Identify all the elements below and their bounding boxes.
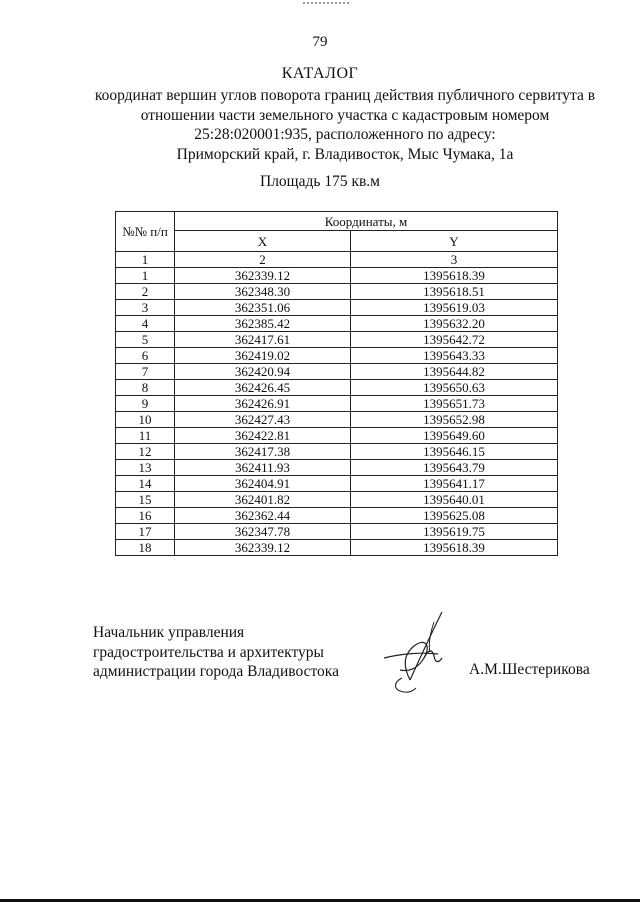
x-coordinate-cell: 362426.45	[175, 380, 351, 396]
y-coordinate-cell: 1395618.39	[351, 268, 558, 284]
signer-position	[93, 623, 373, 682]
x-coordinate-cell: 362417.61	[175, 332, 351, 348]
table-row	[116, 444, 558, 460]
x-coordinate-cell: 362348.30	[175, 284, 351, 300]
point-number-cell: 10	[116, 412, 175, 428]
handwritten-signature	[380, 608, 460, 698]
subtitle-line: отношении части земельного участка с кадастровым номером	[140, 106, 550, 124]
point-number-cell: 11	[116, 428, 175, 444]
y-coordinate-cell: 1395643.33	[351, 348, 558, 364]
x-coordinate-cell: 362427.43	[175, 412, 351, 428]
point-number-cell: 15	[116, 492, 175, 508]
point-number-cell: 18	[116, 540, 175, 556]
document-subtitle	[90, 86, 600, 164]
y-coordinate-cell: 1395641.17	[351, 476, 558, 492]
coordinates-table	[115, 211, 558, 556]
subtitle-line: координат вершин углов поворота границ действия публичного сервитута в	[94, 87, 596, 104]
y-coordinate-cell: 1395652.98	[351, 412, 558, 428]
point-number-cell: 4	[116, 316, 175, 332]
table-row	[116, 380, 558, 396]
table-row	[116, 460, 558, 476]
table-row	[116, 540, 558, 556]
point-number-cell: 12	[116, 444, 175, 460]
point-number-cell: 7	[116, 364, 175, 380]
table-row	[116, 316, 558, 332]
point-number-cell: 6	[116, 348, 175, 364]
table-row	[116, 348, 558, 364]
y-coordinate-cell: 1395619.03	[351, 300, 558, 316]
table-row	[116, 524, 558, 540]
x-coordinate-cell: 362339.12	[175, 268, 351, 284]
y-coordinate-cell: 1395640.01	[351, 492, 558, 508]
point-number-cell: 9	[116, 396, 175, 412]
bottom-edge-line	[0, 899, 640, 902]
area-label: Площадь 175 кв.м	[260, 173, 380, 190]
x-coordinate-cell: 362422.81	[175, 428, 351, 444]
y-coordinate-cell: 1395643.79	[351, 460, 558, 476]
x-coordinate-cell: 362420.94	[175, 364, 351, 380]
index-cell: 3	[351, 252, 558, 268]
table-row	[116, 300, 558, 316]
y-coordinate-cell: 1395619.75	[351, 524, 558, 540]
y-coordinate-cell: 1395649.60	[351, 428, 558, 444]
coordinates-table-body	[116, 268, 558, 556]
table-row	[116, 268, 558, 284]
y-coordinate-cell: 1395618.39	[351, 540, 558, 556]
x-coordinate-cell: 362362.44	[175, 508, 351, 524]
signer-line: администрации города Владивостока	[93, 663, 339, 680]
subtitle-line: Приморский край, г. Владивосток, Мыс Чумака, 1а	[176, 145, 514, 163]
x-coordinate-cell: 362426.91	[175, 396, 351, 412]
table-row	[116, 396, 558, 412]
top-edge-mark	[303, 2, 349, 4]
table-row	[116, 492, 558, 508]
y-coordinate-cell: 1395642.72	[351, 332, 558, 348]
table-row	[116, 364, 558, 380]
header-number-column: №№ п/п	[116, 212, 175, 252]
signer-name: А.М.Шестерикова	[469, 661, 590, 678]
point-number-cell: 16	[116, 508, 175, 524]
index-cell: 2	[175, 252, 351, 268]
page-number: 79	[312, 34, 328, 50]
y-coordinate-cell: 1395650.63	[351, 380, 558, 396]
point-number-cell: 14	[116, 476, 175, 492]
signer-line: градостроительства и архитектуры	[93, 643, 324, 661]
y-coordinate-cell: 1395632.20	[351, 316, 558, 332]
x-coordinate-cell: 362385.42	[175, 316, 351, 332]
x-coordinate-cell: 362411.93	[175, 460, 351, 476]
table-row	[116, 428, 558, 444]
point-number-cell: 8	[116, 380, 175, 396]
x-coordinate-cell: 362401.82	[175, 492, 351, 508]
y-coordinate-cell: 1395646.15	[351, 444, 558, 460]
header-y: Y	[351, 231, 558, 252]
x-coordinate-cell: 362347.78	[175, 524, 351, 540]
point-number-cell: 5	[116, 332, 175, 348]
table-row	[116, 332, 558, 348]
x-coordinate-cell: 362419.02	[175, 348, 351, 364]
point-number-cell: 1	[116, 268, 175, 284]
table-row	[116, 284, 558, 300]
point-number-cell: 3	[116, 300, 175, 316]
x-coordinate-cell: 362339.12	[175, 540, 351, 556]
subtitle-line: 25:28:020001:935, расположенного по адресу:	[194, 126, 496, 143]
signer-line: Начальник управления	[93, 624, 245, 641]
y-coordinate-cell: 1395651.73	[351, 396, 558, 412]
table-row	[116, 476, 558, 492]
x-coordinate-cell: 362417.38	[175, 444, 351, 460]
point-number-cell: 2	[116, 284, 175, 300]
y-coordinate-cell: 1395618.51	[351, 284, 558, 300]
x-coordinate-cell: 362404.91	[175, 476, 351, 492]
header-x: X	[175, 231, 351, 252]
header-coordinates: Координаты, м	[175, 212, 558, 231]
x-coordinate-cell: 362351.06	[175, 300, 351, 316]
index-cell: 1	[116, 252, 175, 268]
point-number-cell: 17	[116, 524, 175, 540]
table-row	[116, 508, 558, 524]
y-coordinate-cell: 1395625.08	[351, 508, 558, 524]
y-coordinate-cell: 1395644.82	[351, 364, 558, 380]
document-title: КАТАЛОГ	[281, 65, 359, 82]
point-number-cell: 13	[116, 460, 175, 476]
table-row	[116, 412, 558, 428]
